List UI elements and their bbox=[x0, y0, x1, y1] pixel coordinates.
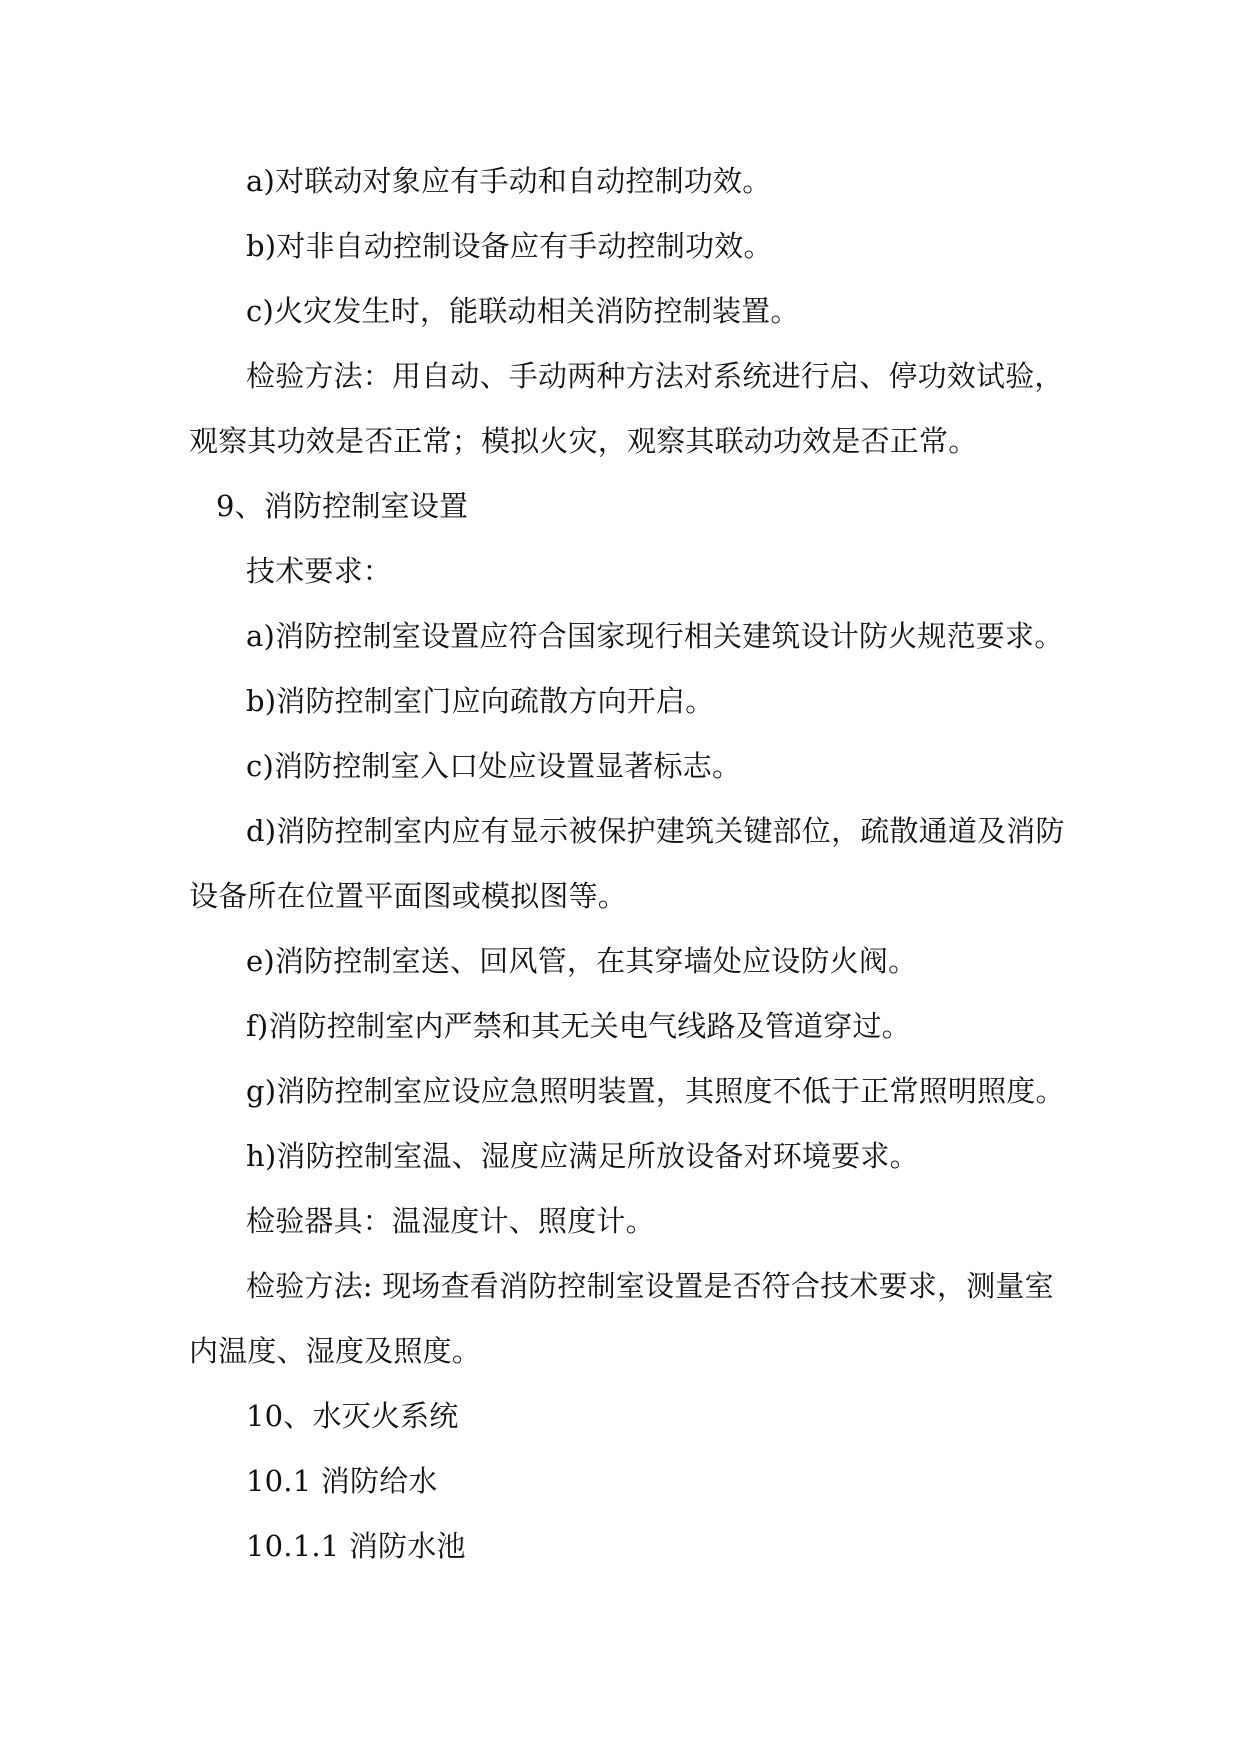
text-line-req-h: h)消防控制室温、湿度应满足所放设备对环境要求。 bbox=[246, 1139, 919, 1173]
text-line-test-method-2-cont: 内温度、湿度及照度。 bbox=[189, 1334, 482, 1368]
text-line-req-c: c)消防控制室入口处应设置显著标志。 bbox=[246, 749, 742, 783]
text-line-non-auto-devices: b)对非自动控制设备应有手动控制功效。 bbox=[246, 229, 773, 263]
text-line-req-d: d)消防控制室内应有显示被保护建筑关键部位，疏散通道及消防 bbox=[246, 814, 1065, 848]
text-line-req-e: e)消防控制室送、回风管，在其穿墙处应设防火阀。 bbox=[246, 944, 918, 978]
section-heading-9: 9、消防控制室设置 bbox=[216, 489, 469, 523]
text-line-test-instruments: 检验器具：温湿度计、照度计。 bbox=[246, 1204, 655, 1238]
section-heading-10-1-1: 10.1.1 消防水池 bbox=[246, 1529, 466, 1563]
text-line-req-a: a)消防控制室设置应符合国家现行相关建筑设计防火规范要求。 bbox=[246, 619, 1064, 653]
section-heading-10-1: 10.1 消防给水 bbox=[246, 1464, 438, 1498]
text-line-test-method-2: 检验方法: 现场查看消防控制室设置是否符合技术要求，测量室 bbox=[246, 1269, 1054, 1303]
text-line-req-f: f)消防控制室内严禁和其无关电气线路及管道穿过。 bbox=[246, 1009, 911, 1043]
text-line-req-d-cont: 设备所在位置平面图或模拟图等。 bbox=[189, 879, 628, 913]
text-line-test-method-1: 检验方法：用自动、手动两种方法对系统进行启、停功效试验， bbox=[246, 359, 1064, 393]
text-line-req-b: b)消防控制室门应向疏散方向开启。 bbox=[246, 684, 715, 718]
text-line-test-method-1-cont: 观察其功效是否正常；模拟火灾，观察其联动功效是否正常。 bbox=[189, 424, 978, 458]
section-heading-10: 10、水灭火系统 bbox=[246, 1399, 459, 1433]
text-line-req-g: g)消防控制室应设应急照明装置，其照度不低于正常照明照度。 bbox=[246, 1074, 1065, 1108]
text-line-linkage-objects: a)对联动对象应有手动和自动控制功效。 bbox=[246, 164, 772, 198]
text-line-fire-linkage: c)火灾发生时，能联动相关消防控制装置。 bbox=[246, 294, 800, 328]
text-line-tech-requirements: 技术要求： bbox=[246, 554, 393, 588]
